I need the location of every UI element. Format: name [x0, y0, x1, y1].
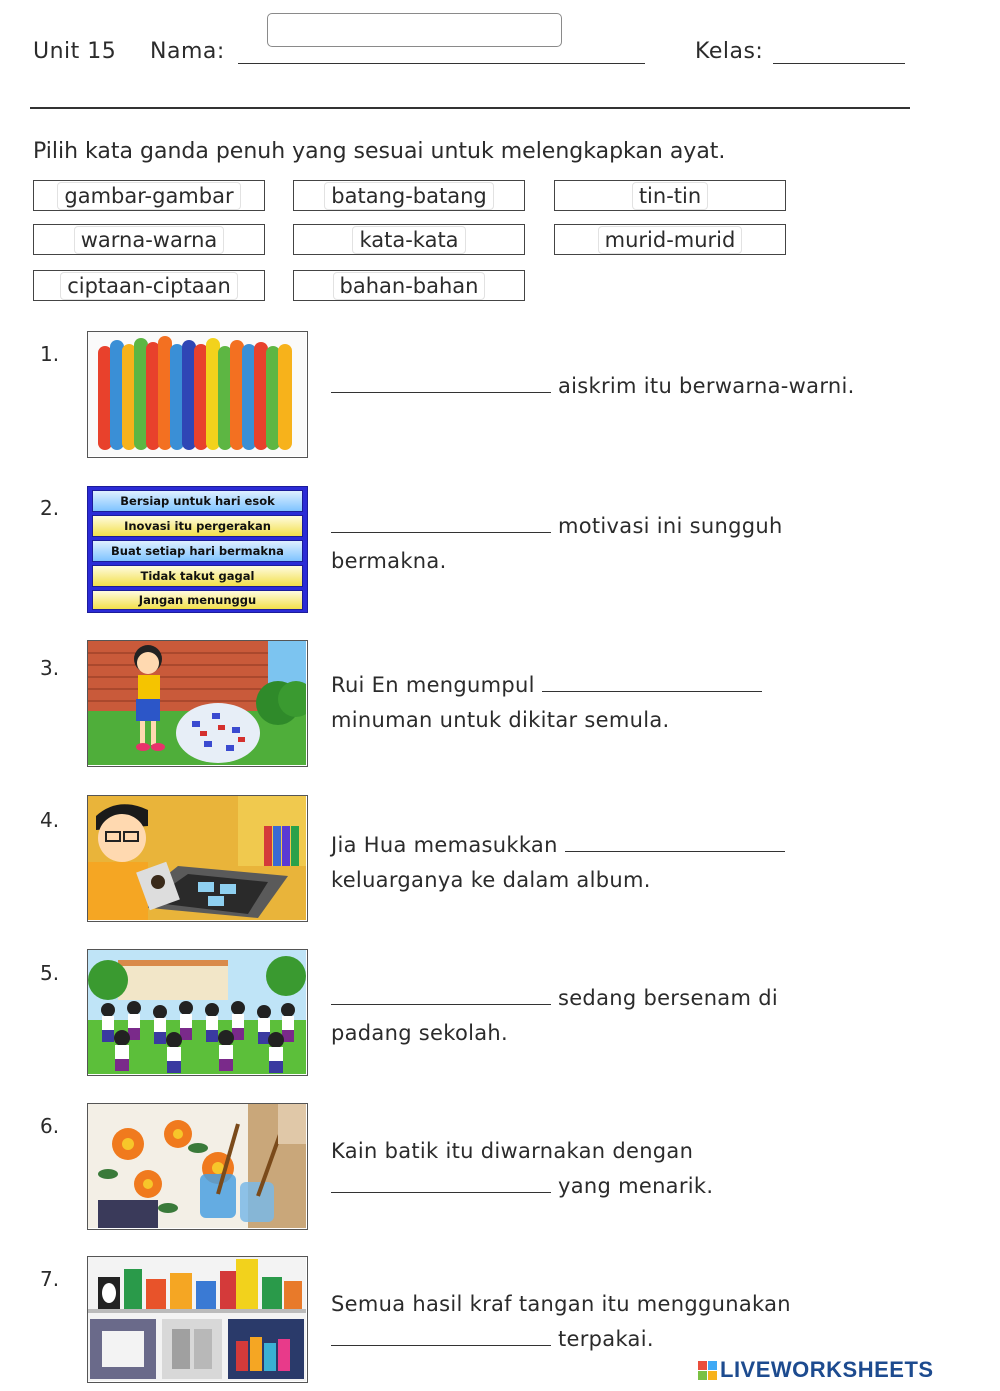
class-line: [773, 63, 905, 64]
answer-blank[interactable]: [542, 671, 762, 692]
motivation-word: Jangan menunggu: [92, 590, 303, 610]
question-sentence: [331, 1134, 831, 1204]
question-number: 3.: [40, 656, 60, 680]
word-option-label: bahan-bahan: [333, 272, 486, 300]
answer-blank[interactable]: [331, 1325, 551, 1346]
sentence-after: minuman untuk dikitar semula.: [331, 708, 670, 732]
motivation-words-image: [87, 486, 308, 613]
ice-cream-sticks-image: [87, 331, 308, 458]
batik-painting-image: [87, 1103, 308, 1230]
word-option[interactable]: [293, 180, 525, 211]
recycled-crafts-image: [87, 1256, 308, 1383]
question-number: 2.: [40, 496, 60, 520]
sentence-after: terpakai.: [551, 1327, 654, 1351]
question-sentence: [331, 828, 831, 898]
word-option-label: batang-batang: [324, 182, 493, 210]
word-option-label: kata-kata: [352, 226, 465, 254]
motivation-word: Inovasi itu pergerakan: [92, 515, 303, 537]
sentence-before: Semua hasil kraf tangan itu menggunakan: [331, 1292, 791, 1316]
watermark-text: LIVEWORKSHEETS: [720, 1357, 934, 1382]
name-input[interactable]: [267, 13, 562, 47]
question-sentence: [331, 369, 901, 404]
sentence-before: Kain batik itu diwarnakan dengan: [331, 1139, 694, 1163]
pupils-exercising-image: [87, 949, 308, 1076]
name-line: [238, 63, 645, 64]
answer-blank[interactable]: [331, 372, 551, 393]
word-option-label: tin-tin: [632, 182, 708, 210]
boy-photo-album-image: [87, 795, 308, 922]
word-option-label: murid-murid: [598, 226, 743, 254]
answer-blank[interactable]: [331, 1172, 551, 1193]
header-divider: [30, 107, 910, 109]
word-option[interactable]: [33, 224, 265, 255]
question-sentence: [331, 1287, 871, 1357]
class-label: Kelas:: [695, 39, 764, 64]
name-label: Nama:: [150, 39, 225, 64]
sentence-after: sedang bersenam di padang sekolah.: [331, 986, 778, 1045]
question-number: 1.: [40, 342, 60, 366]
question-number: 4.: [40, 808, 60, 832]
question-number: 7.: [40, 1267, 60, 1291]
word-option-label: ciptaan-ciptaan: [60, 272, 238, 300]
question-number: 6.: [40, 1114, 60, 1138]
motivation-word: Buat setiap hari bermakna: [92, 540, 303, 562]
answer-blank[interactable]: [331, 512, 551, 533]
question-sentence: [331, 668, 831, 738]
motivation-word: Tidak takut gagal: [92, 565, 303, 587]
motivation-word: Bersiap untuk hari esok: [92, 490, 303, 512]
liveworksheets-logo-icon: [698, 1361, 717, 1380]
word-option[interactable]: [554, 224, 786, 255]
word-option[interactable]: [293, 224, 525, 255]
instruction-text: Pilih kata ganda penuh yang sesuai untuk melengkapkan ayat.: [33, 139, 726, 164]
word-option[interactable]: [33, 180, 265, 211]
question-sentence: [331, 509, 831, 579]
word-option[interactable]: [293, 270, 525, 301]
sentence-after: aiskrim itu berwarna-warni.: [551, 374, 855, 398]
sentence-after: keluarganya ke dalam album.: [331, 868, 651, 892]
girl-collecting-cans-image: [87, 640, 308, 767]
question-number: 5.: [40, 961, 60, 985]
word-option[interactable]: [33, 270, 265, 301]
unit-label: Unit 15: [33, 39, 117, 64]
sentence-after: yang menarik.: [551, 1174, 714, 1198]
liveworksheets-watermark: [698, 1357, 934, 1383]
answer-blank[interactable]: [331, 984, 551, 1005]
word-option[interactable]: [554, 180, 786, 211]
sentence-before: Rui En mengumpul: [331, 673, 542, 697]
answer-blank[interactable]: [565, 831, 785, 852]
word-option-label: warna-warna: [74, 226, 225, 254]
question-sentence: [331, 981, 831, 1051]
sentence-before: Jia Hua memasukkan: [331, 833, 565, 857]
sentence-after: motivasi ini sungguh bermakna.: [331, 514, 783, 573]
word-option-label: gambar-gambar: [57, 182, 240, 210]
